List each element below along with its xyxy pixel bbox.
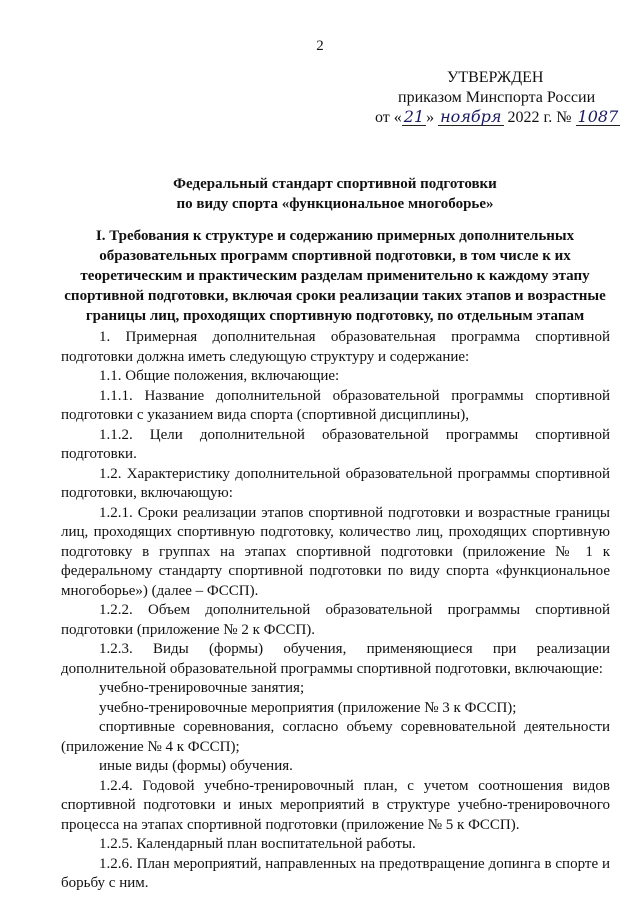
paragraph: иные виды (формы) обучения. [99, 758, 293, 774]
title-line-2: по виду спорта «функциональное многоборье» [176, 196, 494, 212]
approval-month: ноября [440, 107, 502, 126]
paragraph: 1.1. Общие положения, включающие: [99, 368, 340, 384]
approval-day: 21 [403, 107, 425, 126]
document-body [61, 328, 610, 894]
paragraph: 1.2.2. Объем дополнительной образовательной программы спортивной подготовки (приложение № 2 к ФССП). [61, 602, 610, 638]
title-line-1: Федеральный стандарт спортивной подготовки [173, 176, 497, 192]
page-number: 2 [316, 38, 324, 54]
approval-number: 1087 [577, 107, 619, 126]
approval-status: УТВЕРЖДЕН [447, 69, 544, 86]
paragraph: 1. Примерная дополнительная образовательная программа спортивной подготовки должна иметь следующую структуру и содержание: [61, 329, 610, 365]
paragraph: учебно-тренировочные занятия; [99, 680, 305, 696]
paragraph: 1.2.4. Годовой учебно-тренировочный план, с учетом соотношения видов спортивной подготовки и иных мероприятий в структуре учебно-тренировочного процесса на этапах спортивной подготовки (приложение № 5 к ФССП). [61, 777, 610, 833]
approval-by: приказом Минспорта России [398, 89, 596, 106]
paragraph: учебно-тренировочные мероприятия (приложение № 3 к ФССП); [99, 699, 517, 716]
paragraph: 1.1.2. Цели дополнительной образовательной программы спортивной подготовки. [61, 426, 610, 462]
paragraph: 1.2.1. Сроки реализации этапов спортивной подготовки и возрастные границы лиц, проходящих спортивную подготовку, количество лиц, проходящих спортивную подготовку в группах на этапах спортивной подготовки (приложение № 1 к федеральному стандарту спортивной подготовки по виду спорта «функциональное многоборье») (далее – ФССП). [61, 504, 610, 599]
paragraph: 1.2.6. План мероприятий, направленных на предотвращение допинга в спорте и борьбу с ним. [61, 855, 610, 891]
paragraph: 1.2.5. Календарный план воспитательной работы. [99, 836, 416, 852]
paragraph: 1.1.1. Название дополнительной образовательной программы спортивной подготовки с указанием вида спорта (спортивной дисциплины), [61, 387, 610, 423]
approval-date-line [375, 108, 625, 128]
date-day-close: » [426, 109, 435, 126]
document-title [60, 174, 610, 214]
date-prefix: от « [375, 109, 402, 126]
approval-year: 2022 г. № [507, 109, 572, 126]
paragraph: спортивные соревнования, согласно объему соревновательной деятельности (приложение № 4 к ФССП); [61, 719, 610, 755]
approval-block [375, 68, 625, 128]
section-title: I. Требования к структуре и содержанию примерных дополнительных образовательных программ спортивной подготовки, в том числе к их теоретическим и практическим разделам применительно к каждому этапу спортивной подготовки, включая сроки реализации таких этапов и возрастные границы лиц, проходящих спортивную подготовку, по отдельным этапам [64, 228, 606, 324]
paragraph: 1.2.3. Виды (формы) обучения, применяющиеся при реализации дополнительной образовательной программы спортивной подготовки, включающие: [61, 641, 610, 677]
paragraph: 1.2. Характеристику дополнительной образовательной программы спортивной подготовки, включающую: [61, 465, 610, 501]
